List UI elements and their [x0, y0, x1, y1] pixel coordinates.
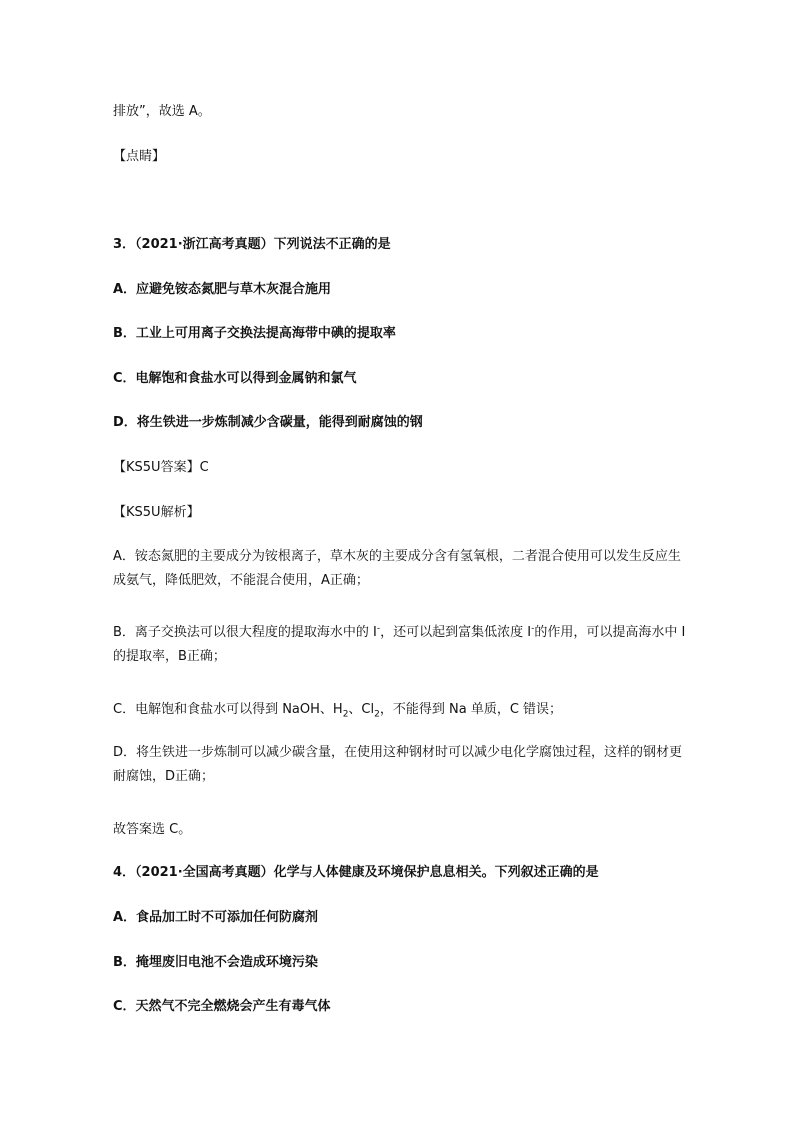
analysis-option-b: [113, 621, 686, 669]
question-3-option-d: D．将生铁进一步炼制减少含碳量，能得到耐腐蚀的钢: [113, 415, 423, 430]
iodide-charge-1: -: [376, 623, 381, 634]
dianjing-heading: 【点睛】: [113, 149, 166, 164]
question-3-conclusion: 故答案选 C。: [113, 822, 192, 837]
analysis-option-c: [113, 701, 686, 719]
h2-subscript: 2: [342, 709, 349, 720]
question-3-option-c: C．电解饱和食盐水可以得到金属钠和氯气: [113, 371, 357, 386]
question-3-option-b: B．工业上可用离子交换法提高海带中碘的提取率: [113, 326, 396, 341]
cl2-subscript: 2: [374, 709, 380, 720]
question-3-answer: [113, 459, 686, 477]
iodide-charge-2: -: [531, 623, 535, 634]
analysis-c-part1: C．电解饱和食盐水可以得到 NaOH、H: [113, 702, 343, 717]
answer-label: 【KS5U答案】: [113, 460, 200, 475]
answer-value: C: [199, 460, 209, 475]
analysis-b-part1: B．离子交换法可以很大程度的提取海水中的 I: [113, 625, 377, 640]
analysis-c-part2: 、Cl: [348, 702, 375, 717]
analysis-option-d: D．将生铁进一步炼制可以减少碳含量，在使用这种钢材时可以减少电化学腐蚀过程，这样的钢材更耐腐蚀，D正确；: [113, 745, 683, 784]
analysis-option-a: A．铵态氮肥的主要成分为铵根离子，草木灰的主要成分含有氢氧根，二者混合使用可以发生反应生成氨气，降低肥效，不能混合使用，A正确；: [113, 549, 681, 588]
analysis-b-part2: ，还可以起到富集低浓度 I: [380, 625, 532, 640]
question-4-option-c: C．天然气不完全燃烧会产生有毒气体: [113, 999, 331, 1014]
question-4-option-a: A．食品加工时不可添加任何防腐剂: [113, 910, 319, 925]
question-3-analysis-heading: 【KS5U解析】: [113, 505, 200, 520]
previous-answer-tail: 排放”，故选 A。: [113, 104, 211, 119]
question-4-option-b: B．掩埋废旧电池不会造成环境污染: [113, 955, 318, 970]
analysis-c-part3: ，不能得到 Na 单质，C 错误；: [379, 702, 563, 717]
question-3-option-a: A．应避免铵态氮肥与草木灰混合施用: [113, 282, 332, 297]
question-3-stem: 3．（2021·浙江高考真题）下列说法不正确的是: [113, 237, 391, 252]
analysis-b-part3: 的作用，可以提高海水中 I 的提取率，B正确；: [113, 625, 686, 664]
question-4-stem: 4．（2021·全国高考真题）化学与人体健康及环境保护息息相关。下列叙述正确的是: [113, 865, 599, 880]
